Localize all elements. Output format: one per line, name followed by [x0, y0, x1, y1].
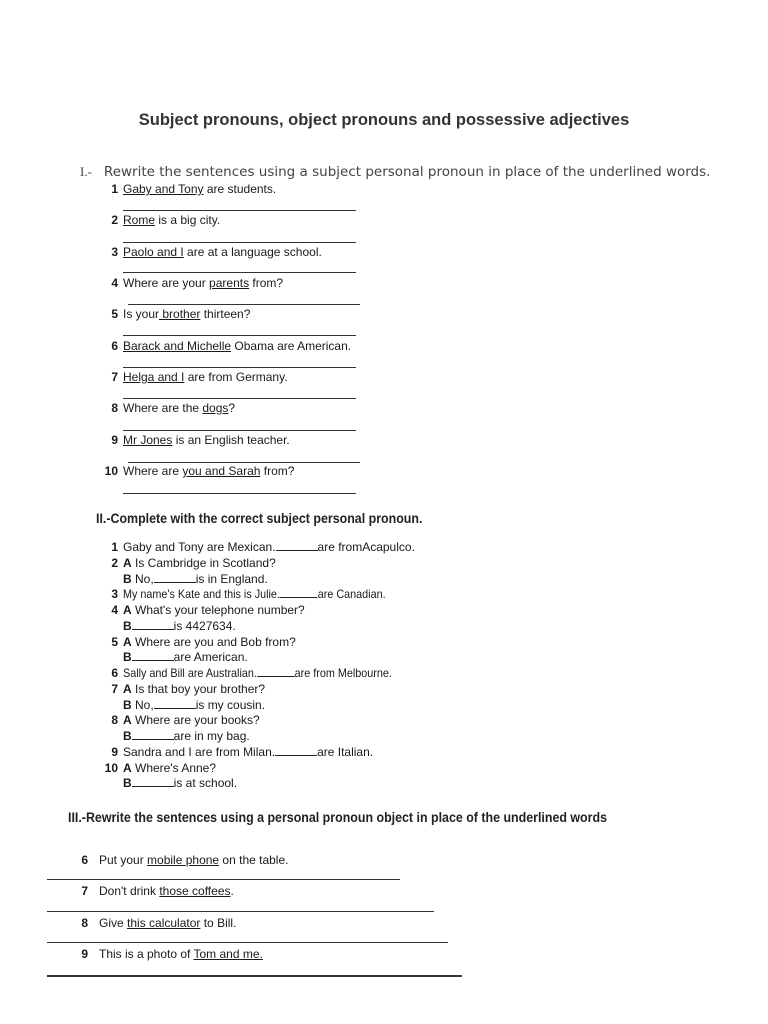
- answer-line[interactable]: [123, 493, 356, 494]
- speaker-label: A: [123, 681, 132, 696]
- line-post: are in my bag.: [173, 729, 250, 743]
- item-sentence: [123, 307, 250, 321]
- answer-line[interactable]: [128, 462, 360, 463]
- underlined-words: those coffees: [159, 884, 231, 898]
- line-pre: Where's Anne?: [131, 760, 217, 775]
- line-pre: Is that boy your brother?: [131, 681, 266, 696]
- underlined-words: you and Sarah: [182, 464, 261, 478]
- item-sentence: [99, 853, 288, 867]
- item-number: 8: [111, 401, 118, 415]
- answer-line[interactable]: [123, 210, 356, 211]
- answer-blank[interactable]: [154, 698, 196, 709]
- line-content: [123, 587, 386, 601]
- underlined-words: Paolo and I: [123, 245, 184, 259]
- sentence-pre: This is a photo of: [99, 947, 194, 961]
- line-content: [123, 635, 296, 649]
- item-number: 8: [111, 713, 118, 728]
- line-pre: No,: [131, 697, 154, 712]
- sentence-post: are students.: [203, 182, 277, 196]
- page-title: Subject pronouns, object pronouns and possessive adjectives: [138, 111, 630, 129]
- underlined-words: Mr Jones: [123, 433, 173, 447]
- item-number: 7: [111, 681, 118, 696]
- item-sentence: [123, 182, 276, 196]
- line-text: [123, 603, 305, 617]
- line-text: [123, 556, 276, 570]
- sentence-post: is an English teacher.: [172, 433, 290, 447]
- speaker-label: B: [123, 571, 132, 586]
- item-number: 8: [81, 916, 88, 930]
- underlined-words: Helga and I: [123, 370, 185, 384]
- section-2-heading: II.-Complete with the correct subject personal pronoun.: [96, 511, 423, 526]
- section-1-instruction: [80, 164, 710, 180]
- line-text: [123, 761, 216, 775]
- line-content: [123, 729, 250, 743]
- line-text: [123, 587, 415, 601]
- line-post: is in England.: [195, 571, 268, 586]
- speaker-label: B: [123, 729, 132, 743]
- answer-line[interactable]: [128, 304, 360, 305]
- line-text: [123, 572, 268, 586]
- item-sentence: [123, 401, 235, 415]
- line-pre: Gaby and Tony are Mexican.: [123, 540, 276, 554]
- item-number: 5: [111, 634, 118, 649]
- underlined-words: this calculator: [127, 916, 201, 930]
- line-content: [123, 603, 305, 617]
- item-sentence: [99, 884, 234, 898]
- sentence-post: are from Germany.: [184, 370, 288, 384]
- item-number: 9: [81, 947, 88, 961]
- speaker-label: A: [123, 603, 132, 617]
- item-number: 9: [111, 433, 118, 447]
- answer-line[interactable]: [123, 367, 356, 368]
- speaker-label: B: [123, 776, 132, 791]
- item-number: 7: [111, 370, 118, 384]
- sentence-pre: Where are your: [123, 276, 210, 290]
- sentence-post: from?: [260, 464, 295, 478]
- sentence-post: from?: [249, 276, 284, 290]
- line-post: is my cousin.: [195, 697, 266, 712]
- item-sentence: [123, 245, 322, 259]
- answer-line[interactable]: [47, 911, 434, 912]
- underlined-words: parents: [209, 276, 250, 290]
- item-number: 6: [81, 853, 88, 867]
- line-text: [123, 713, 260, 727]
- speaker-label: B: [123, 697, 132, 712]
- line-content: [123, 540, 415, 554]
- speaker-label: B: [123, 650, 132, 665]
- speaker-label: B: [123, 618, 132, 633]
- item-number: 3: [111, 587, 118, 602]
- answer-line[interactable]: [123, 242, 356, 243]
- answer-line[interactable]: [123, 398, 356, 399]
- answer-line[interactable]: [123, 430, 356, 431]
- answer-line[interactable]: [123, 272, 356, 273]
- line-text: [123, 540, 415, 554]
- item-number: 10: [104, 464, 118, 478]
- answer-blank[interactable]: [132, 619, 174, 630]
- line-pre: Sally and Bill are Australian.: [123, 666, 257, 680]
- item-number: 6: [111, 339, 118, 353]
- line-content: [123, 698, 265, 712]
- line-post: is 4427634.: [173, 618, 236, 633]
- item-number: 3: [111, 245, 118, 259]
- answer-blank[interactable]: [276, 540, 318, 551]
- speaker-label: A: [123, 713, 132, 728]
- sentence-post: on the table.: [219, 853, 289, 867]
- line-text: [123, 619, 236, 633]
- line-pre: Where are you and Bob from?: [131, 634, 296, 649]
- underlined-words: brother: [159, 307, 201, 321]
- item-number: 10: [104, 760, 118, 775]
- line-text: [123, 698, 265, 712]
- sentence-post: to Bill.: [200, 916, 237, 930]
- line-post: are American.: [173, 650, 248, 665]
- item-sentence: [123, 276, 283, 290]
- sentence-pre: Where are the: [123, 401, 203, 415]
- item-sentence: [123, 464, 294, 478]
- speaker-label: A: [123, 760, 132, 775]
- item-number: 7: [81, 884, 88, 898]
- underlined-words: dogs: [202, 401, 229, 415]
- sentence-pre: Where are: [123, 464, 183, 478]
- line-pre: Sandra and I are from Milan.: [123, 744, 276, 759]
- item-number: 6: [111, 666, 118, 680]
- section-1-instruction-text: Rewrite the sentences using a subject personal pronoun in place of the underlined words.: [103, 164, 711, 180]
- line-text: [123, 666, 422, 680]
- line-post: are Canadian.: [317, 587, 386, 602]
- item-number: 5: [111, 307, 118, 321]
- speaker-label: A: [123, 634, 132, 649]
- answer-blank[interactable]: [154, 572, 196, 583]
- answer-line[interactable]: [123, 335, 356, 336]
- sentence-post: .: [230, 884, 234, 898]
- line-pre: My name's Kate and this is Julie.: [123, 587, 280, 602]
- sentence-post: is a big city.: [155, 213, 221, 227]
- line-pre: Where are your books?: [131, 713, 260, 728]
- item-sentence: [123, 370, 288, 384]
- line-content: [123, 745, 373, 759]
- answer-blank[interactable]: [132, 729, 174, 740]
- sentence-post: thirteen?: [200, 307, 251, 321]
- item-number: 2: [111, 213, 118, 227]
- line-content: [123, 650, 248, 664]
- line-post: are fromAcapulco.: [317, 540, 415, 554]
- line-text: [123, 745, 373, 759]
- sentence-pre: Is your: [123, 307, 160, 321]
- line-content: [123, 761, 216, 775]
- answer-blank[interactable]: [257, 666, 295, 677]
- line-content: [123, 556, 276, 570]
- line-content: [123, 713, 260, 727]
- line-pre: What's your telephone number?: [131, 603, 305, 617]
- sentence-pre: Give: [99, 916, 128, 930]
- section-1-roman: I.-: [80, 164, 92, 179]
- answer-line[interactable]: [47, 879, 400, 880]
- item-sentence: [123, 339, 351, 353]
- underlined-words: mobile phone: [147, 853, 220, 867]
- sentence-post: ?: [228, 401, 236, 415]
- underlined-words: Barack and Michelle: [123, 339, 232, 353]
- line-text: [123, 729, 250, 743]
- answer-line[interactable]: [47, 975, 462, 977]
- answer-blank[interactable]: [280, 587, 318, 598]
- line-post: are Italian.: [317, 744, 374, 759]
- line-content: [123, 666, 392, 680]
- item-number: 4: [111, 603, 118, 617]
- line-post: is at school.: [173, 776, 238, 791]
- line-post: are from Melbourne.: [294, 666, 392, 680]
- line-text: [123, 682, 265, 696]
- line-text: [123, 776, 237, 790]
- item-sentence: [99, 947, 263, 961]
- sentence-post: are at a language school.: [183, 245, 322, 259]
- sentence-pre: Put your: [99, 853, 148, 867]
- answer-line[interactable]: [47, 942, 448, 943]
- answer-blank[interactable]: [132, 776, 174, 787]
- item-number: 1: [111, 540, 118, 554]
- line-text: [123, 635, 296, 649]
- answer-blank[interactable]: [275, 745, 317, 756]
- item-sentence: [123, 433, 290, 447]
- item-number: 1: [111, 182, 118, 196]
- line-text: [123, 650, 248, 664]
- underlined-words: Tom and me.: [193, 947, 263, 961]
- line-content: [123, 682, 265, 696]
- line-content: [123, 572, 268, 586]
- item-sentence: [123, 213, 220, 227]
- item-number: 2: [111, 555, 118, 570]
- underlined-words: Gaby and Tony: [123, 182, 204, 196]
- line-pre: No,: [131, 571, 154, 586]
- speaker-label: A: [123, 555, 132, 570]
- line-content: [123, 776, 237, 790]
- item-number: 4: [111, 276, 118, 290]
- item-number: 9: [111, 744, 118, 759]
- answer-blank[interactable]: [132, 650, 174, 661]
- line-pre: Is Cambridge in Scotland?: [131, 555, 276, 570]
- sentence-pre: Don't drink: [99, 884, 160, 898]
- sentence-post: Obama are American.: [231, 339, 352, 353]
- section-3-heading: III.-Rewrite the sentences using a personal pronoun object in place of the underlined words: [68, 810, 607, 825]
- item-sentence: [99, 916, 236, 930]
- line-content: [123, 619, 236, 633]
- underlined-words: Rome: [123, 213, 156, 227]
